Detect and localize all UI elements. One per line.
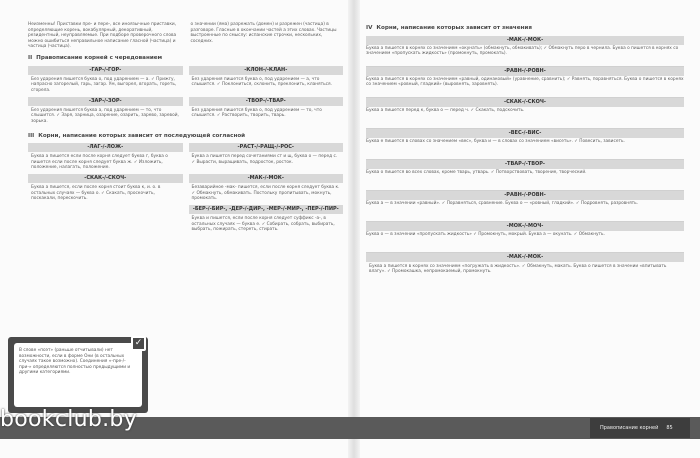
rule-block: [189, 205, 344, 236]
footer-tab-label: Правописание корней: [600, 425, 659, 431]
rule-block: [366, 98, 684, 129]
rule-block: [28, 97, 183, 128]
rule-block: [366, 222, 684, 253]
rule-header: -ТВОР-/-ТВАР-: [189, 97, 344, 106]
rule-block: [189, 174, 344, 205]
rule-block: [366, 36, 684, 67]
rule-text: Буква а пишется перед сочетаниями ст и щ, буква о — перед с. ✓ Вырасти, выращивать, подросток, росток.: [191, 154, 338, 165]
rule-grid: [28, 66, 343, 128]
rule-text: Без ударения пишется буква о, под ударением — а. ✓ Прижгу, напрасно загорелый, гарь, загар. Ум, выгорел, вгорать, гореть, сгорела.: [31, 76, 177, 93]
rule-text: Буква о пишется во всех словах, кроме тварь, утварь. ✓ Потворствовать, творение, творческий.: [366, 169, 684, 191]
footer-tab: [590, 418, 690, 438]
book-gutter: [348, 0, 360, 458]
right-page: [366, 22, 684, 440]
rule-block: [28, 143, 183, 174]
section-heading: [28, 56, 343, 62]
rule-block: [28, 174, 183, 205]
rule-header: -СКАК-/-СКОЧ-: [366, 98, 684, 107]
rule-block: [189, 143, 344, 174]
intro-column-1: Неизменны! Приставки пре- и пере-, все иноязычные приставки, определяющие корень, вокабулярный, декоративный, резидентный, неуправляемые. При подборе проверочного слова можно ошибиться неправильное написание гласной (частица) и частица (частица).: [28, 22, 177, 50]
rule-header: -БЕР-/-БИР-, -ДЕР-/-ДИР-, -МЕР-/-МИР-, -ПЕР-/-ПИР-: [189, 205, 344, 214]
rule-text: Буква о — в значении «пропускать жидкость» ✓ Промокнуть, мокрый. Буква а — окунать. ✓ Обмакнуть.: [366, 231, 684, 253]
rule-text: Буква и пишется, если после корня следует суффикс -а-, в остальных случаях — буква е. ✓ Собирать, собрать, выбирать, выбрать, пожирать, стереть, стирать.: [191, 216, 335, 233]
rule-block: [189, 97, 344, 128]
rule-header: -ЛАГ-/-ЛОЖ-: [28, 143, 183, 152]
rule-block: [28, 66, 183, 97]
rule-block: [366, 253, 684, 284]
section-title: Корни, написание которых зависит от значения: [376, 25, 532, 31]
section-title: Правописание корней с чередованием: [36, 54, 163, 61]
rule-text: Буква е пишется в словах со значением «вес», буква и — в словах со значением «висеть». ✓ Повесить, зависеть.: [366, 138, 684, 160]
page-number: 85: [666, 425, 673, 431]
rule-text: Буква а пишется в корнях со значением «окунать» (обмакнуть, обмакивать); ✓ Обмакнуть перо в чернила. Буква о пишется в корнях со значением «пропускать жидкость» (промокнуть, промокать).: [366, 45, 684, 67]
rule-header: -РАСТ-/-РАЩ-/-РОС-: [189, 143, 344, 152]
section-title: Корни, написание которых зависит от последующей согласной: [38, 132, 246, 139]
rule-text: Без ударения пишется буква о, под ударением — то, что слышится. ✓ Растворить, творить, тварь.: [191, 107, 322, 119]
rule-text: Буква а пишется в корнях со значением «равный, одинаковый» (уравнение, сравнить); ✓ Равнять, поравняться. Буква о пишется в корнях со значением «ровный, гладкий» (выровнять, заровнять).: [366, 76, 684, 98]
rule-header: -МАК-/-МОК-: [366, 253, 684, 262]
section-number: IV: [366, 25, 373, 31]
rule-header: -ВЕС-/-ВИС-: [366, 129, 684, 138]
rule-text: Буква а пишется, если после корня стоит буква к, и. о. в остальных случаях — буква о. ✓ Скакать, проскочить, поскакали, перескочить.: [31, 185, 161, 202]
section-number: III: [28, 132, 35, 139]
rule-header: -КЛОН-/-КЛАН-: [189, 66, 344, 75]
rule-text: Буква а — в значении «равный». ✓ Поравняться, сравнение. Буква о — «ровный, гладкий». ✓ Подровнять, разровнять.: [366, 200, 684, 222]
rule-header: -ЗАР-/-ЗОР-: [28, 97, 183, 106]
rule-header: -МАК-/-МОК-: [189, 174, 344, 183]
rule-block: [366, 67, 684, 98]
rule-header: -ГАР-/-ГОР-: [28, 66, 183, 75]
rule-block: [366, 160, 684, 191]
note-inner: [14, 338, 143, 407]
rule-text: Без ударения пишется буква о, под ударением — а, что слышится. ✓ Поклониться, склонить, преклонить, кланяться.: [191, 76, 332, 88]
rule-block: [366, 191, 684, 222]
rule-text: Буква а пишется в корнях со значением «погружать в жидкость». ✓ Обмакнуть, макать. Буква о пишется в значении «впитывать влагу». ✓ Промокашка, непромокаемый, промокнуть.: [369, 263, 667, 275]
rule-block: [189, 66, 344, 97]
rule-header: -МОК-/-МОЧ-: [366, 222, 684, 231]
rule-header: -ТВАР-/-ТВОР-: [366, 160, 684, 169]
rule-header: -МАК-/-МОК-: [366, 36, 684, 45]
rule-header: -РАВН-/-РОВН-: [366, 191, 684, 200]
section-number: II: [28, 54, 33, 61]
rule-text: Буква а пишется если после корня следует буква г, буква о пишется если после корня следует буква ж. ✓ Изложить, положение, налагать, положение.: [31, 154, 168, 171]
rule-block: [366, 129, 684, 160]
intro-columns: [28, 22, 343, 50]
pencil-check-icon: ✓: [131, 336, 146, 351]
rule-text: Безаварийное -мак- пишется, если после корня следует буква к. ✓ Обмакнуть, обмакивать. Постольку пропитывать, мокнуть, промокать.: [191, 185, 340, 202]
rule-text: Без ударения пишется буква а, под ударением — то, что слышится. ✓ Заря, зарница, озарение, озарить, зарево, заревой, зорька.: [31, 107, 179, 124]
rule-header: -РАВН-/-РОВН-: [366, 67, 684, 76]
rule-text: Буква а пишется перед к, буква о — перед ч. ✓ Скакать, подскочить.: [366, 107, 684, 129]
section-heading: [28, 134, 343, 140]
note-box: [8, 337, 148, 413]
note-text: В слове «поэт» (раньше отчитывали) нет возможности, если в форме Они (в остальных случаях такое возможно). Соединения «-пре-/-при-» определяются полностью предыдущими и другими категориями.: [19, 348, 131, 376]
rule-header: -СКАК-/-СКОЧ-: [28, 174, 183, 183]
section-heading: [366, 26, 684, 32]
watermark: bookclub.by: [0, 407, 138, 432]
rule-grid: [28, 143, 343, 236]
intro-column-2: о значении (яма) разрежать (домен) и разрежен (частица) в разговоре. Гласные в окончании частей а этих словах. Частицы выстроенные по смыслу: испанские строчки, нескольких, соседних.: [190, 22, 337, 44]
